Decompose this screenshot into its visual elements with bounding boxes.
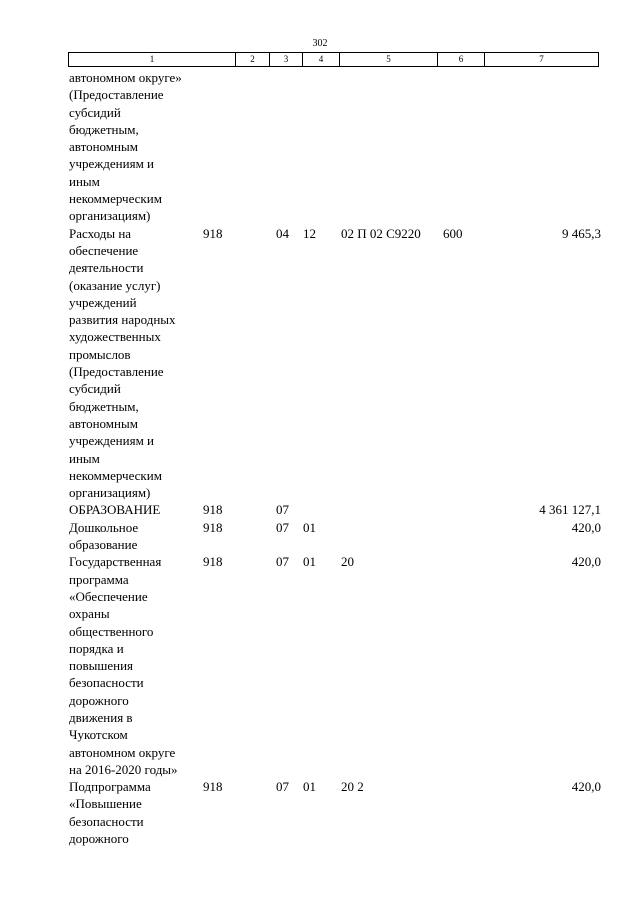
row-code-2: 918 — [203, 554, 223, 570]
row-code-6: 600 — [443, 225, 463, 241]
row-name: Государственная программа «Обеспечение охраны общественного порядка и повышения безопасности дорожного движения в Чукотском автономном округе на 2016-2020 годы» — [69, 554, 178, 777]
col-header-2: 2 — [236, 53, 270, 67]
table-row — [68, 778, 601, 847]
row-code-4: 01 — [303, 554, 316, 570]
row-code-2: 918 — [203, 225, 223, 241]
row-code-4 — [302, 69, 341, 225]
row-name: Расходы на обеспечение деятельности (оказание услуг) учреждений развития народных художественных промыслов (Предоставление субсидий бюджетным, автономным учреждениям и иным некоммерческим организациям) — [69, 225, 176, 501]
row-name: Дошкольное образование — [69, 519, 139, 553]
col-header-6: 6 — [438, 53, 485, 67]
row-code-3 — [269, 69, 302, 225]
table-row — [68, 501, 601, 518]
col-header-4: 4 — [303, 53, 340, 67]
row-code-2 — [203, 69, 269, 225]
row-amount: 420,0 — [571, 779, 601, 795]
row-amount — [487, 69, 601, 225]
row-code-6 — [443, 519, 487, 554]
row-name: Подпрограмма «Повышение безопасности дорожного — [69, 779, 151, 847]
row-code-3: 07 — [276, 554, 289, 570]
col-header-3: 3 — [270, 53, 303, 67]
row-code-5: 02 П 02 С9220 — [341, 225, 421, 241]
row-code-2: 918 — [203, 519, 223, 535]
row-code-2: 918 — [203, 502, 223, 518]
row-code-3: 07 — [276, 502, 289, 518]
row-amount: 420,0 — [571, 519, 601, 535]
page-number: 302 — [312, 38, 328, 49]
row-amount: 420,0 — [571, 554, 601, 570]
row-amount: 4 361 127,1 — [539, 502, 601, 518]
row-code-6 — [443, 553, 487, 778]
col-header-5: 5 — [340, 53, 438, 67]
row-name: автономном округе» (Предоставление субсидий бюджетным, автономным учреждениям и иным некоммерческим организациям) — [69, 70, 182, 224]
row-code-4: 01 — [303, 519, 316, 535]
table-row — [68, 69, 601, 225]
row-code-6 — [443, 778, 487, 847]
col-header-7: 7 — [485, 53, 599, 67]
row-code-5 — [341, 69, 443, 225]
row-amount: 9 465,3 — [562, 225, 601, 241]
row-code-6 — [443, 69, 487, 225]
row-code-3: 04 — [276, 225, 289, 241]
row-code-6 — [443, 501, 487, 518]
row-code-5: 20 — [341, 554, 354, 570]
table-row — [68, 553, 601, 778]
row-name: ОБРАЗОВАНИЕ — [69, 502, 161, 518]
row-code-4: 01 — [303, 779, 316, 795]
row-code-3: 07 — [276, 779, 289, 795]
row-code-5 — [341, 519, 443, 554]
row-code-2: 918 — [203, 779, 223, 795]
budget-table — [68, 69, 601, 847]
table-row — [68, 519, 601, 554]
row-code-5: 20 2 — [341, 779, 364, 795]
row-code-4: 12 — [303, 225, 316, 241]
column-number-header — [68, 52, 599, 67]
row-code-3: 07 — [276, 519, 289, 535]
row-code-5 — [341, 501, 443, 518]
col-header-1: 1 — [69, 53, 236, 67]
row-code-4 — [302, 501, 341, 518]
table-row — [68, 225, 601, 502]
